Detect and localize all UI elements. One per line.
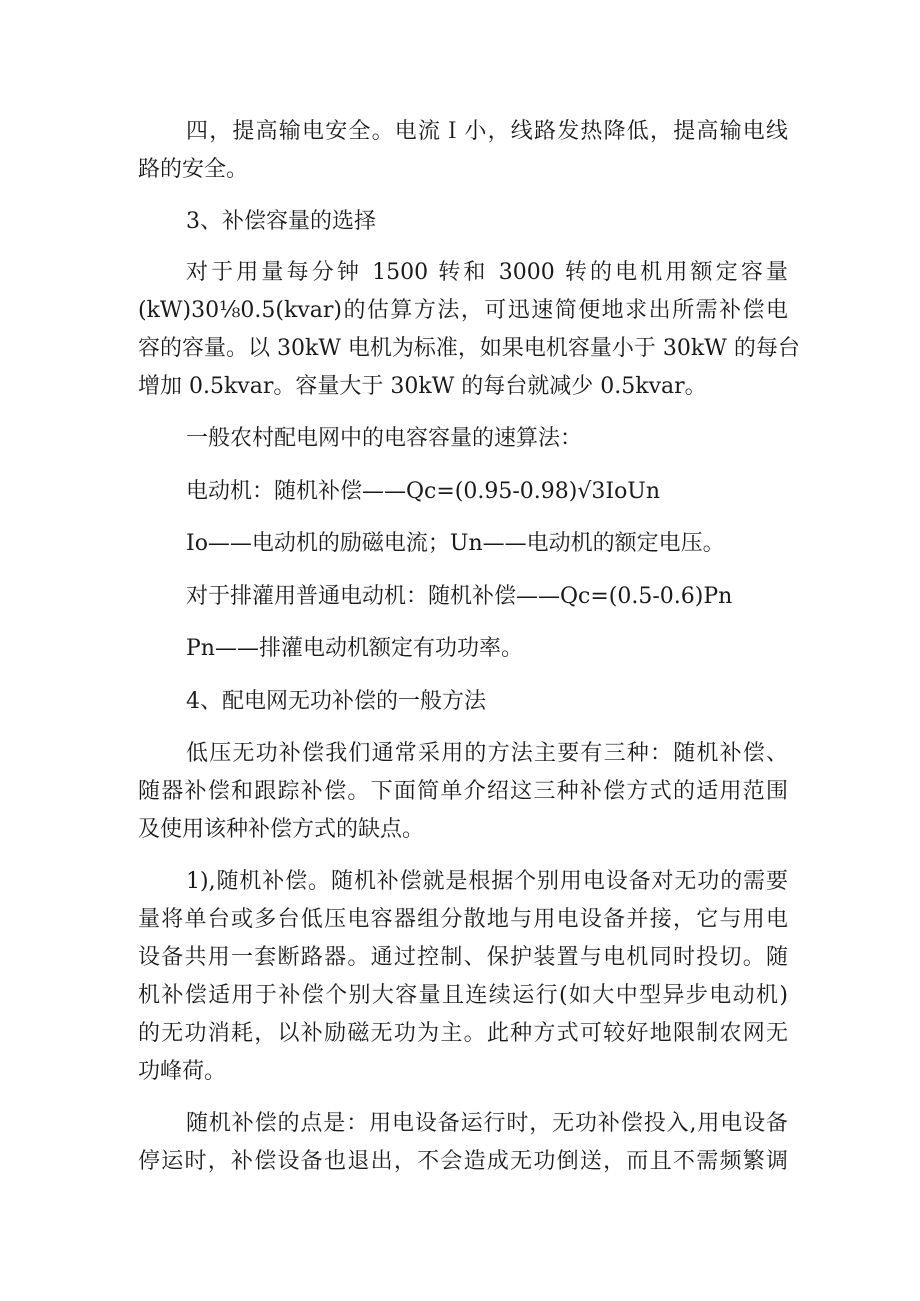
text-line: 停运时，补偿设备也退出，不会造成无功倒送，而且不需频繁调: [138, 1149, 788, 1174]
text-line: 1),随机补偿。随机补偿就是根据个别用电设备对无功的需要: [186, 869, 788, 894]
formula-line: 对于排灌用普通电动机：随机补偿——Qc=(0.5-0.6)Pn: [186, 584, 733, 609]
text-line: 设备共用一套断路器。通过控制、保护装置与电机同时投切。随: [138, 945, 788, 970]
text-line: 对于用量每分钟 1500 转和 3000 转的电机用额定容量: [186, 260, 788, 285]
formula-line: 电动机：随机补偿——Qc=(0.95-0.98)√3IoUn: [186, 479, 661, 504]
text-line: 及使用该种补偿方式的缺点。: [138, 817, 425, 842]
text-line: Io——电动机的励磁电流；Un——电动机的额定电压。: [186, 531, 725, 556]
text-line: 四，提高输电安全。电流Ｉ小，线路发热降低，提高输电线: [186, 119, 788, 144]
text-line: 机补偿适用于补偿个别大容量且连续运行(如大中型异步电动机): [138, 983, 788, 1008]
text-line: (kW)30⅛0.5(kvar)的估算方法，可迅速简便地求出所需补偿电: [138, 298, 788, 323]
text-line: 路的安全。: [138, 157, 249, 182]
text-line: 量将单台或多台低压电容器组分散地与用电设备并接，它与用电: [138, 907, 788, 932]
text-line: 随机补偿的点是：用电设备运行时，无功补偿投入,用电设备: [186, 1111, 788, 1136]
text-line: Pn——排灌电动机额定有功功率。: [186, 636, 523, 661]
section-heading: 3、补偿容量的选择: [186, 209, 376, 234]
text-line: 低压无功补偿我们通常采用的方法主要有三种：随机补偿、: [186, 741, 788, 766]
text-line: 随器补偿和跟踪补偿。下面简单介绍这三种补偿方式的适用范围: [138, 779, 788, 804]
text-line: 功峰荷。: [138, 1059, 227, 1084]
section-heading: 4、配电网无功补偿的一般方法: [186, 689, 486, 714]
text-line: 增加 0.5kvar。容量大于 30kW 的每台就减少 0.5kvar。: [138, 374, 707, 399]
text-line: 容的容量。以 30kW 电机为标准，如果电机容量小于 30kW 的每台: [138, 336, 800, 361]
text-line: 一般农村配电网中的电容容量的速算法：: [186, 426, 583, 451]
text-line: 的无功消耗，以补励磁无功为主。此种方式可较好地限制农网无: [138, 1021, 788, 1046]
